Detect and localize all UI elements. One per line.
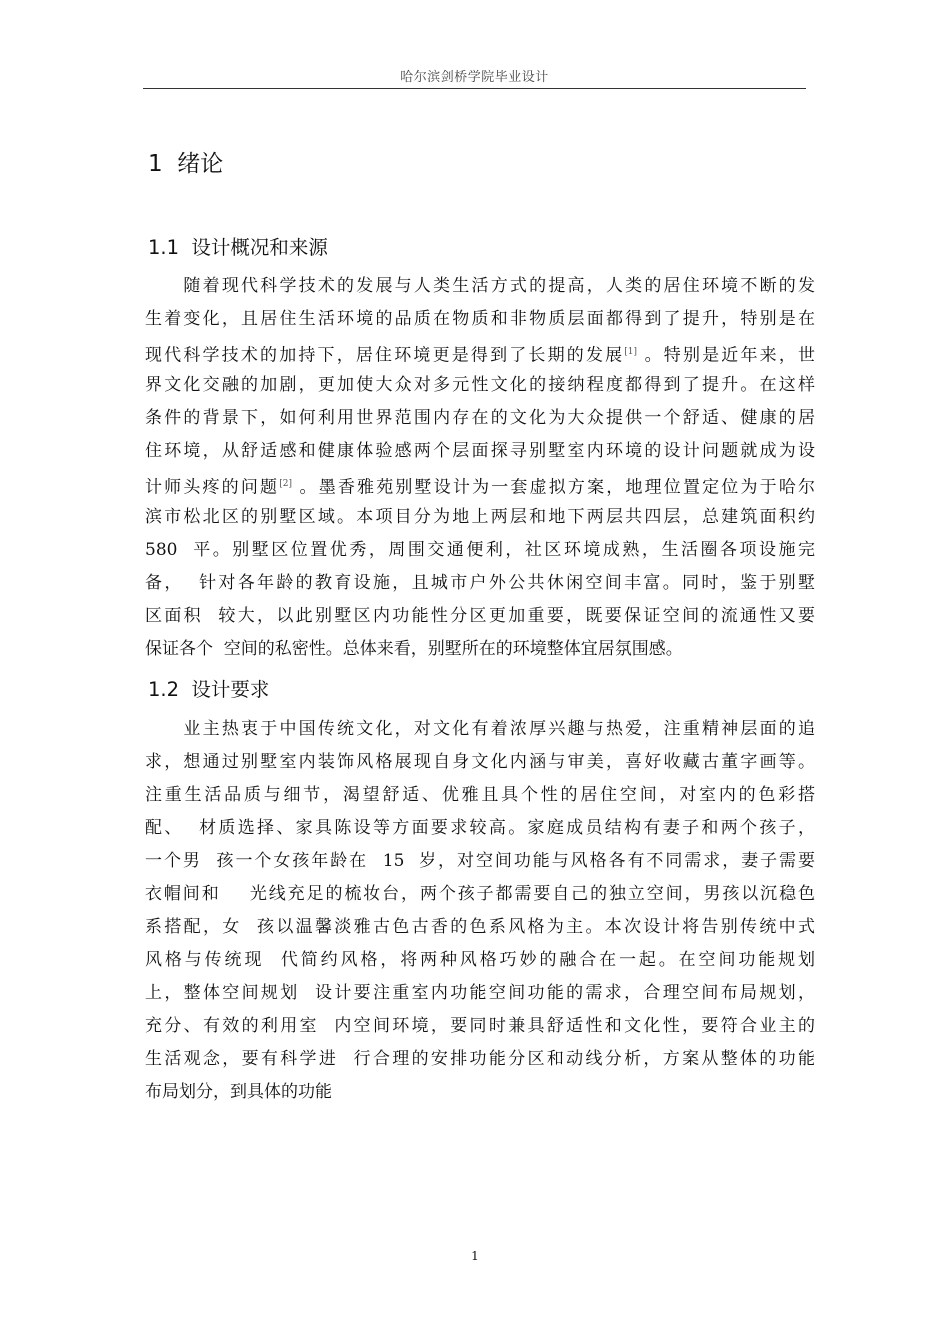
text-line: 条件的背景下，如何利用世界范围内存在的文化为大众提供一个舒适、健康的居 [145, 408, 815, 428]
text-line: 衣帽间和 光线充足的梳妆台，两个孩子都需要自己的独立空间，男孩以沉稳色 [145, 884, 815, 904]
section-1-2-paragraph [145, 713, 815, 1109]
text-line: 生着变化，且居住生活环境的品质在物质和非物质层面都得到了提升，特别是在 [145, 309, 815, 329]
text-line: 生活观念，要有科学进 行合理的安排功能分区和动线分析，方案从整体的功能 [145, 1049, 815, 1069]
text-line: 配、 材质选择、家具陈设等方面要求较高。家庭成员结构有妻子和两个孩子， [145, 818, 815, 838]
running-header: 哈尔滨剑桥学院毕业设计 [400, 70, 549, 85]
header-rule [143, 88, 806, 89]
text-line: 风格与传统现 代简约风格，将两种风格巧妙的融合在一起。在空间功能规划 [145, 950, 815, 970]
section-title-1-1: 1.1 设计概况和来源 [148, 236, 328, 259]
text-line: 备， 针对各年龄的教育设施，且城市户外公共休闲空间丰富。同时，鉴于别墅 [145, 573, 815, 593]
text-line: 一个男 孩一个女孩年龄在 15 岁，对空间功能与风格各有不同需求，妻子需要 [145, 851, 815, 871]
text-line: 布局划分，到具体的功能 [145, 1082, 332, 1102]
citation-ref[interactable]: [2] [279, 479, 292, 489]
text-line: 充分、有效的利用室 内空间环境，要同时兼具舒适性和文化性，要符合业主的 [145, 1016, 815, 1036]
text-line: 住环境，从舒适感和健康体验感两个层面探寻别墅室内环境的设计问题就成为设 [145, 441, 815, 461]
section-title-1-2: 1.2 设计要求 [148, 678, 270, 701]
text-line: 滨市松北区的别墅区域。本项目分为地上两层和地下两层共四层，总建筑面积约 [145, 507, 815, 527]
text-line: 随着现代科学技术的发展与人类生活方式的提高，人类的居住环境不断的发 [145, 276, 815, 296]
text-line: 界文化交融的加剧，更加使大众对多元性文化的接纳程度都得到了提升。在这样 [145, 375, 815, 395]
text-line [145, 468, 815, 501]
text-segment: 。墨香雅苑别墅设计为一套虚拟方案，地理位置定位为于哈尔 [291, 477, 815, 498]
text-line: 系搭配，女 孩以温馨淡雅古色古香的色系风格为主。本次设计将告别传统中式 [145, 917, 815, 937]
citation-ref[interactable]: [1] [624, 347, 638, 357]
text-line: 保证各个 空间的私密性。总体来看，别墅所在的环境整体宜居氛围感。 [145, 639, 683, 659]
text-line: 注重生活品质与细节，渴望舒适、优雅且具个性的居住空间，对室内的色彩搭 [145, 785, 815, 805]
text-segment: 计师头疼的问题 [145, 477, 280, 498]
chapter-title: 1 绪论 [148, 151, 224, 177]
section-1-1-paragraph [145, 270, 815, 666]
text-line: 业主热衷于中国传统文化，对文化有着浓厚兴趣与热爱，注重精神层面的追 [145, 719, 815, 739]
text-line: 580 平。别墅区位置优秀，周围交通便利，社区环境成熟，生活圈各项设施完 [145, 540, 815, 560]
text-segment: 现代科学技术的加持下，居住环境更是得到了长期的发展 [145, 345, 625, 366]
text-line [145, 336, 815, 369]
page-number: 1 [471, 1249, 479, 1263]
text-line: 区面积 较大，以此别墅区内功能性分区更加重要，既要保证空间的流通性又要 [145, 606, 815, 626]
text-segment: 。特别是近年来，世 [637, 345, 815, 366]
text-line: 上，整体空间规划 设计要注重室内功能空间功能的需求，合理空间布局规划， [145, 983, 815, 1003]
text-line: 求，想通过别墅室内装饰风格展现自身文化内涵与审美，喜好收藏古董字画等。 [145, 752, 815, 772]
